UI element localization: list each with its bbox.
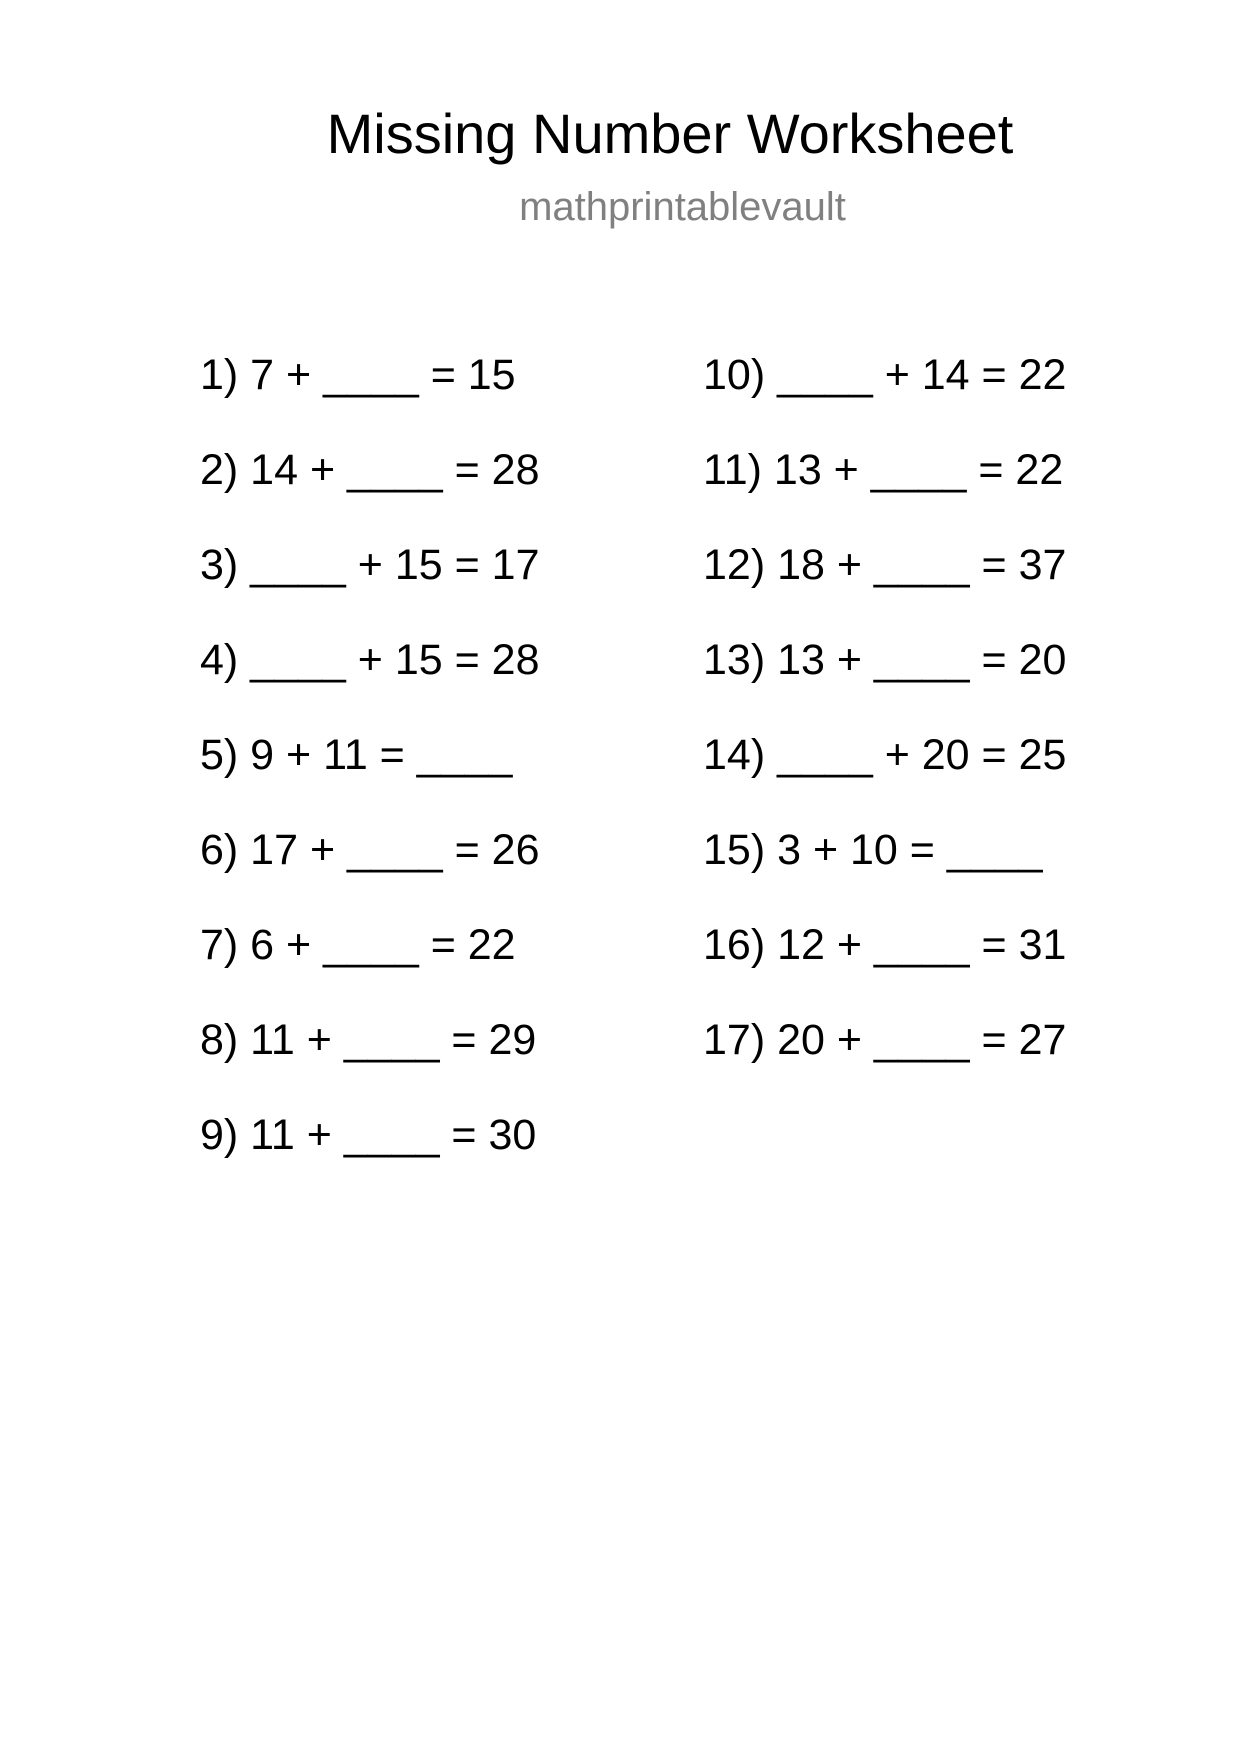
- problem-16: 16) 12 + ____ = 31: [703, 921, 1067, 969]
- problem-1: 1) 7 + ____ = 15: [200, 351, 516, 399]
- worksheet-subtitle: mathprintablevault: [519, 185, 846, 229]
- problem-4: 4) ____ + 15 = 28: [200, 636, 540, 684]
- problem-8: 8) 11 + ____ = 29: [200, 1016, 537, 1064]
- problem-14: 14) ____ + 20 = 25: [703, 731, 1067, 779]
- problem-9: 9) 11 + ____ = 30: [200, 1111, 537, 1159]
- problem-column-right: [703, 344, 1066, 1104]
- problem-7: 7) 6 + ____ = 22: [200, 921, 516, 969]
- problem-column-left: [200, 344, 540, 1199]
- worksheet-title: Missing Number Worksheet: [326, 102, 1014, 165]
- problem-2: 2) 14 + ____ = 28: [200, 446, 540, 494]
- problem-11: 11) 13 + ____ = 22: [703, 446, 1064, 494]
- problem-5: 5) 9 + 11 = ____: [200, 731, 513, 779]
- problem-15: 15) 3 + 10 = ____: [703, 826, 1043, 874]
- problem-3: 3) ____ + 15 = 17: [200, 541, 540, 589]
- problem-12: 12) 18 + ____ = 37: [703, 541, 1067, 589]
- problem-6: 6) 17 + ____ = 26: [200, 826, 540, 874]
- problem-17: 17) 20 + ____ = 27: [703, 1016, 1067, 1064]
- problem-13: 13) 13 + ____ = 20: [703, 636, 1067, 684]
- problem-10: 10) ____ + 14 = 22: [703, 351, 1067, 399]
